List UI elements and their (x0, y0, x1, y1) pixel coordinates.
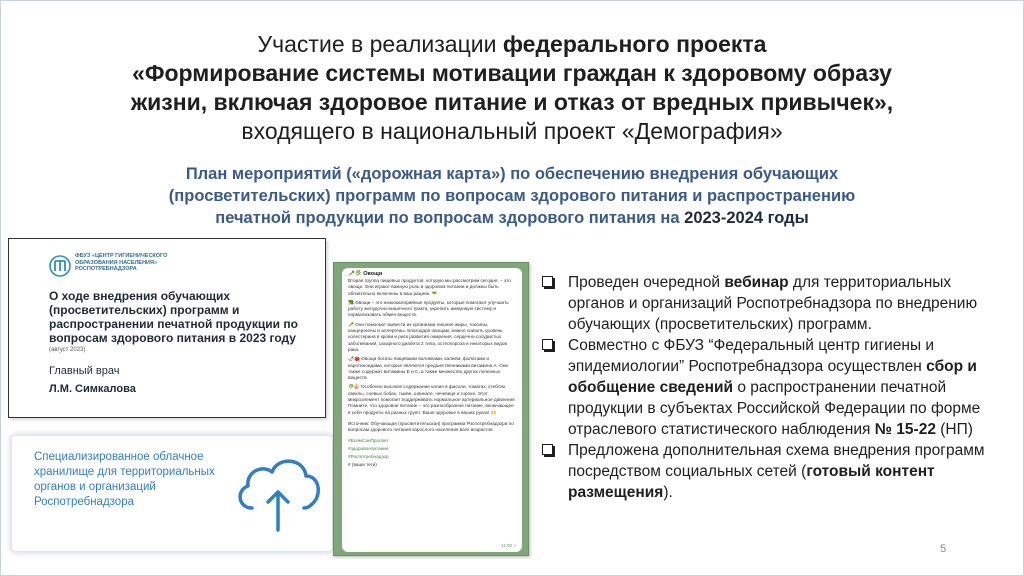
achievements-list (542, 272, 992, 503)
bullet-text: ). (663, 484, 673, 501)
post-tag[interactable]: #ВсемСанПросвет (348, 437, 389, 443)
post-source: Источник: Обучающая (просветительская) программа Роспотребнадзора по вопросам здорового питания взрослого населения всех возрастов (348, 420, 514, 433)
report-title: О ходе внедрения обучающих (просветительских) программ и распространении печатной продукции по вопросам здорового питания в 2023 году (49, 289, 298, 345)
post-paragraph: Вторая группа пищевых продуктов, которую мы рассмотрим сегодня, – это овощи. Они играют важную роль в здоровом питании и должны быть обязательно включены в ваш рацион. 🥗 (348, 278, 511, 296)
post-paragraph: 🥬🧅 Особенно высокое содержание калия в фасоли, томатах, стеблях свеклы, соевых бобах, тыкве, шпинате, чечевице и горохе. Этот микроэлемент помогает поддерживать нормальное артериальное давление. Помните, что здоровое питание – это разнообразное питание, включающее в себя продукты на разных групп. Ваше здоровье в ваших руках! 🙌 (348, 384, 517, 415)
message-bubble (342, 268, 522, 552)
title-line2: «Формирование системы мотивации граждан к здоровому образу (132, 60, 892, 86)
title-line1-bold: федерального проекта (502, 31, 767, 57)
report-date: (август 2023) (49, 347, 86, 353)
post-time: 11:00 ✓ (501, 543, 517, 548)
post-header: 🥕🥬 Овощи (348, 271, 383, 277)
post-paragraph: 🌶🍅 Овощи богаты пищевыми волокнами, калием, фолатами и каротиноидами, которые являются предшественниками витамина А. Они также содержат витамины Е и С, а также множество других полезных веществ. (348, 356, 509, 381)
social-post-screenshot (333, 262, 529, 556)
subtitle-line3a: печатной продукции по вопросам здорового питания на (215, 209, 685, 227)
checkbox-bullet-icon (542, 339, 553, 350)
list-item (542, 272, 992, 335)
slide-title (40, 30, 984, 146)
checkbox-bullet-icon (542, 276, 553, 287)
bullet-text: Предложена дополнительная схема внедрения программ посредством социальных сетей ( (568, 442, 985, 480)
report-thumbnail (8, 238, 326, 418)
page-number: 5 (940, 543, 947, 555)
report-organization: ФБУЗ «ЦЕНТР ГИГИЕНИЧЕСКОГО ОБРАЗОВАНИЯ НАСЕЛЕНИЯ» РОСПОТРЕБНАДЗОРА (75, 253, 168, 272)
post-tag[interactable]: #Роспотребнадзор (348, 454, 389, 460)
post-paragraph: 🥦 Овощи – это низкокалорийные продукты, которые помогают улучшить работу желудочно-кишечного тракта, укрепить иммунную систему и нормализовать обмен веществ. (348, 299, 509, 318)
bullet-text-bold: № 15-22 (874, 421, 936, 438)
bullet-text-bold: готовый контент размещения (568, 463, 935, 501)
title-line3c: отказ от вредных привычек», (553, 89, 894, 115)
title-line4: входящего в национальный проект «Демография» (241, 118, 783, 144)
checkbox-bullet-icon (542, 444, 553, 455)
bullet-text: Проведен очередной (568, 274, 725, 291)
title-line3a: жизни, включая здоровое питание (130, 89, 527, 115)
list-item (542, 440, 992, 503)
subtitle-line1: План мероприятий («дорожная карта») по обеспечению внедрения обучающих (185, 165, 839, 183)
post-tag[interactable]: #здоровоепитание (348, 445, 389, 451)
post-tag: # (ваши теги) (348, 462, 377, 468)
title-line1-normal: Участие в реализации (257, 31, 503, 57)
list-item (542, 335, 992, 440)
slide-subtitle (80, 163, 944, 229)
title-line3b: и (526, 89, 554, 115)
subtitle-line2: (просветительских) программ по вопросам здорового питания и распространению (168, 187, 856, 205)
bullet-text: о распространении печатной продукции в субъектах Российской Федерации по форме отраслевого статистического наблюдения (568, 379, 981, 438)
bullet-text-bold: вебинар (724, 274, 789, 291)
report-author-role: Главный врач (49, 365, 120, 377)
cloud-storage-card[interactable] (12, 436, 332, 551)
organization-logo-icon (49, 255, 71, 277)
bullet-text: для территориальных органов и организаций Роспотребнадзора по внедрению обучающих (просветительских) программ. (568, 274, 978, 333)
cloud-storage-text: Специализированное облачное хранилище для территориальных органов и организаций Роспотребнадзора (34, 451, 215, 508)
cloud-upload-icon (230, 446, 326, 536)
subtitle-line3b: 2023-2024 годы (684, 209, 809, 227)
bullet-text-bold: сбор и обобщение сведений (568, 358, 977, 396)
bullet-text: Совместно с ФБУЗ “Федеральный центр гигиены и эпидемиологии” Роспотребнадзора осуществлен (568, 337, 935, 375)
post-paragraph: 🥕 Они помогают вывести из организма лишние жиры, токсины, канцерогены и аллергены. Благодаря овощам, можно снизить уровень холестерина в крови и риск развития ожирения, сердечно-сосудистых заболеваний, сахарного диабета 2 типа, остеопороза и некоторых видов рака. (348, 321, 508, 352)
bullet-text: (НП) (935, 421, 973, 438)
report-author-name: Л.М. Симкалова (49, 383, 136, 395)
